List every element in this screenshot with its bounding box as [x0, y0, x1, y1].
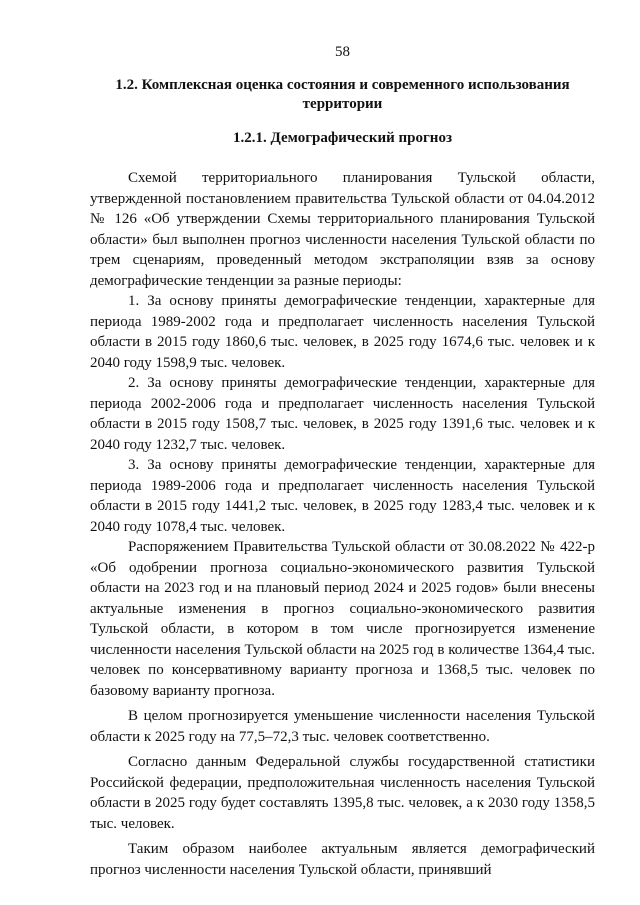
paragraph-scenario-2: 2. За основу приняты демографические тенденции, характерные для периода 2002-2006 года и предполагает численность населения Тульской области в 2015 году 1508,7 тыс. человек, в 2025 году 1391,6 тыс. человек и к 2040 году 1232,7 тыс. человек. [90, 375, 595, 453]
paragraph-conclusion: Таким образом наиболее актуальным является демографический прогноз численности населения Тульской области, принявший [90, 841, 595, 878]
paragraph-decree: Распоряжением Правительства Тульской области от 30.08.2022 № 422-р «Об одобрении прогноза социально-экономического развития Тульской области на 2023 год и на плановый период 2024 и 2025 годов» были внесены актуальные изменения в прогноз социально-экономического развития Тульской области, в котором в том числе прогнозируется изменение численности населения Тульской области на 2025 год в количестве 1364,4 тыс. человек по консервативному варианту прогноза и 1368,5 тыс. человек по базовому варианту прогноза. [90, 539, 595, 699]
page-number: 58 [335, 44, 350, 60]
paragraph-scenario-1: 1. За основу приняты демографические тенденции, характерные для периода 1989-2002 года и предполагает численность населения Тульской области в 2015 году 1860,6 тыс. человек, в 2025 году 1674,6 тыс. человек и к 2040 году 1598,9 тыс. человек. [90, 293, 595, 371]
paragraph-scenario-3: 3. За основу приняты демографические тенденции, характерные для периода 1989-2006 года и предполагает численность населения Тульской области в 2015 году 1441,2 тыс. человек, в 2025 году 1283,4 тыс. человек и к 2040 году 1078,4 тыс. человек. [90, 457, 595, 535]
body-text [90, 168, 595, 880]
document-page [90, 0, 595, 905]
subsection-heading: 1.2.1. Демографический прогноз [233, 130, 452, 146]
paragraph-intro: Схемой территориального планирования Тульской области, утвержденной постановлением правительства Тульской области от 04.04.2012 № 126 «Об утверждении Схемы территориального планирования Тульской области» был выполнен прогноз численности населения Тульской области по трем сценариям, проведенный методом экстраполяции взяв за основу демографические тенденции за разные периоды: [90, 170, 595, 289]
paragraph-decrease: В целом прогнозируется уменьшение численности населения Тульской области к 2025 году на 77,5–72,3 тыс. человек соответственно. [90, 708, 595, 745]
section-heading: 1.2. Комплексная оценка состояния и современного использования территории [115, 77, 570, 112]
paragraph-statistics: Согласно данным Федеральной службы государственной статистики Российской федерации, предположительная численность населения Тульской области в 2025 году будет составлять 1395,8 тыс. человек, а к 2030 году 1358,5 тыс. человек. [90, 754, 595, 832]
